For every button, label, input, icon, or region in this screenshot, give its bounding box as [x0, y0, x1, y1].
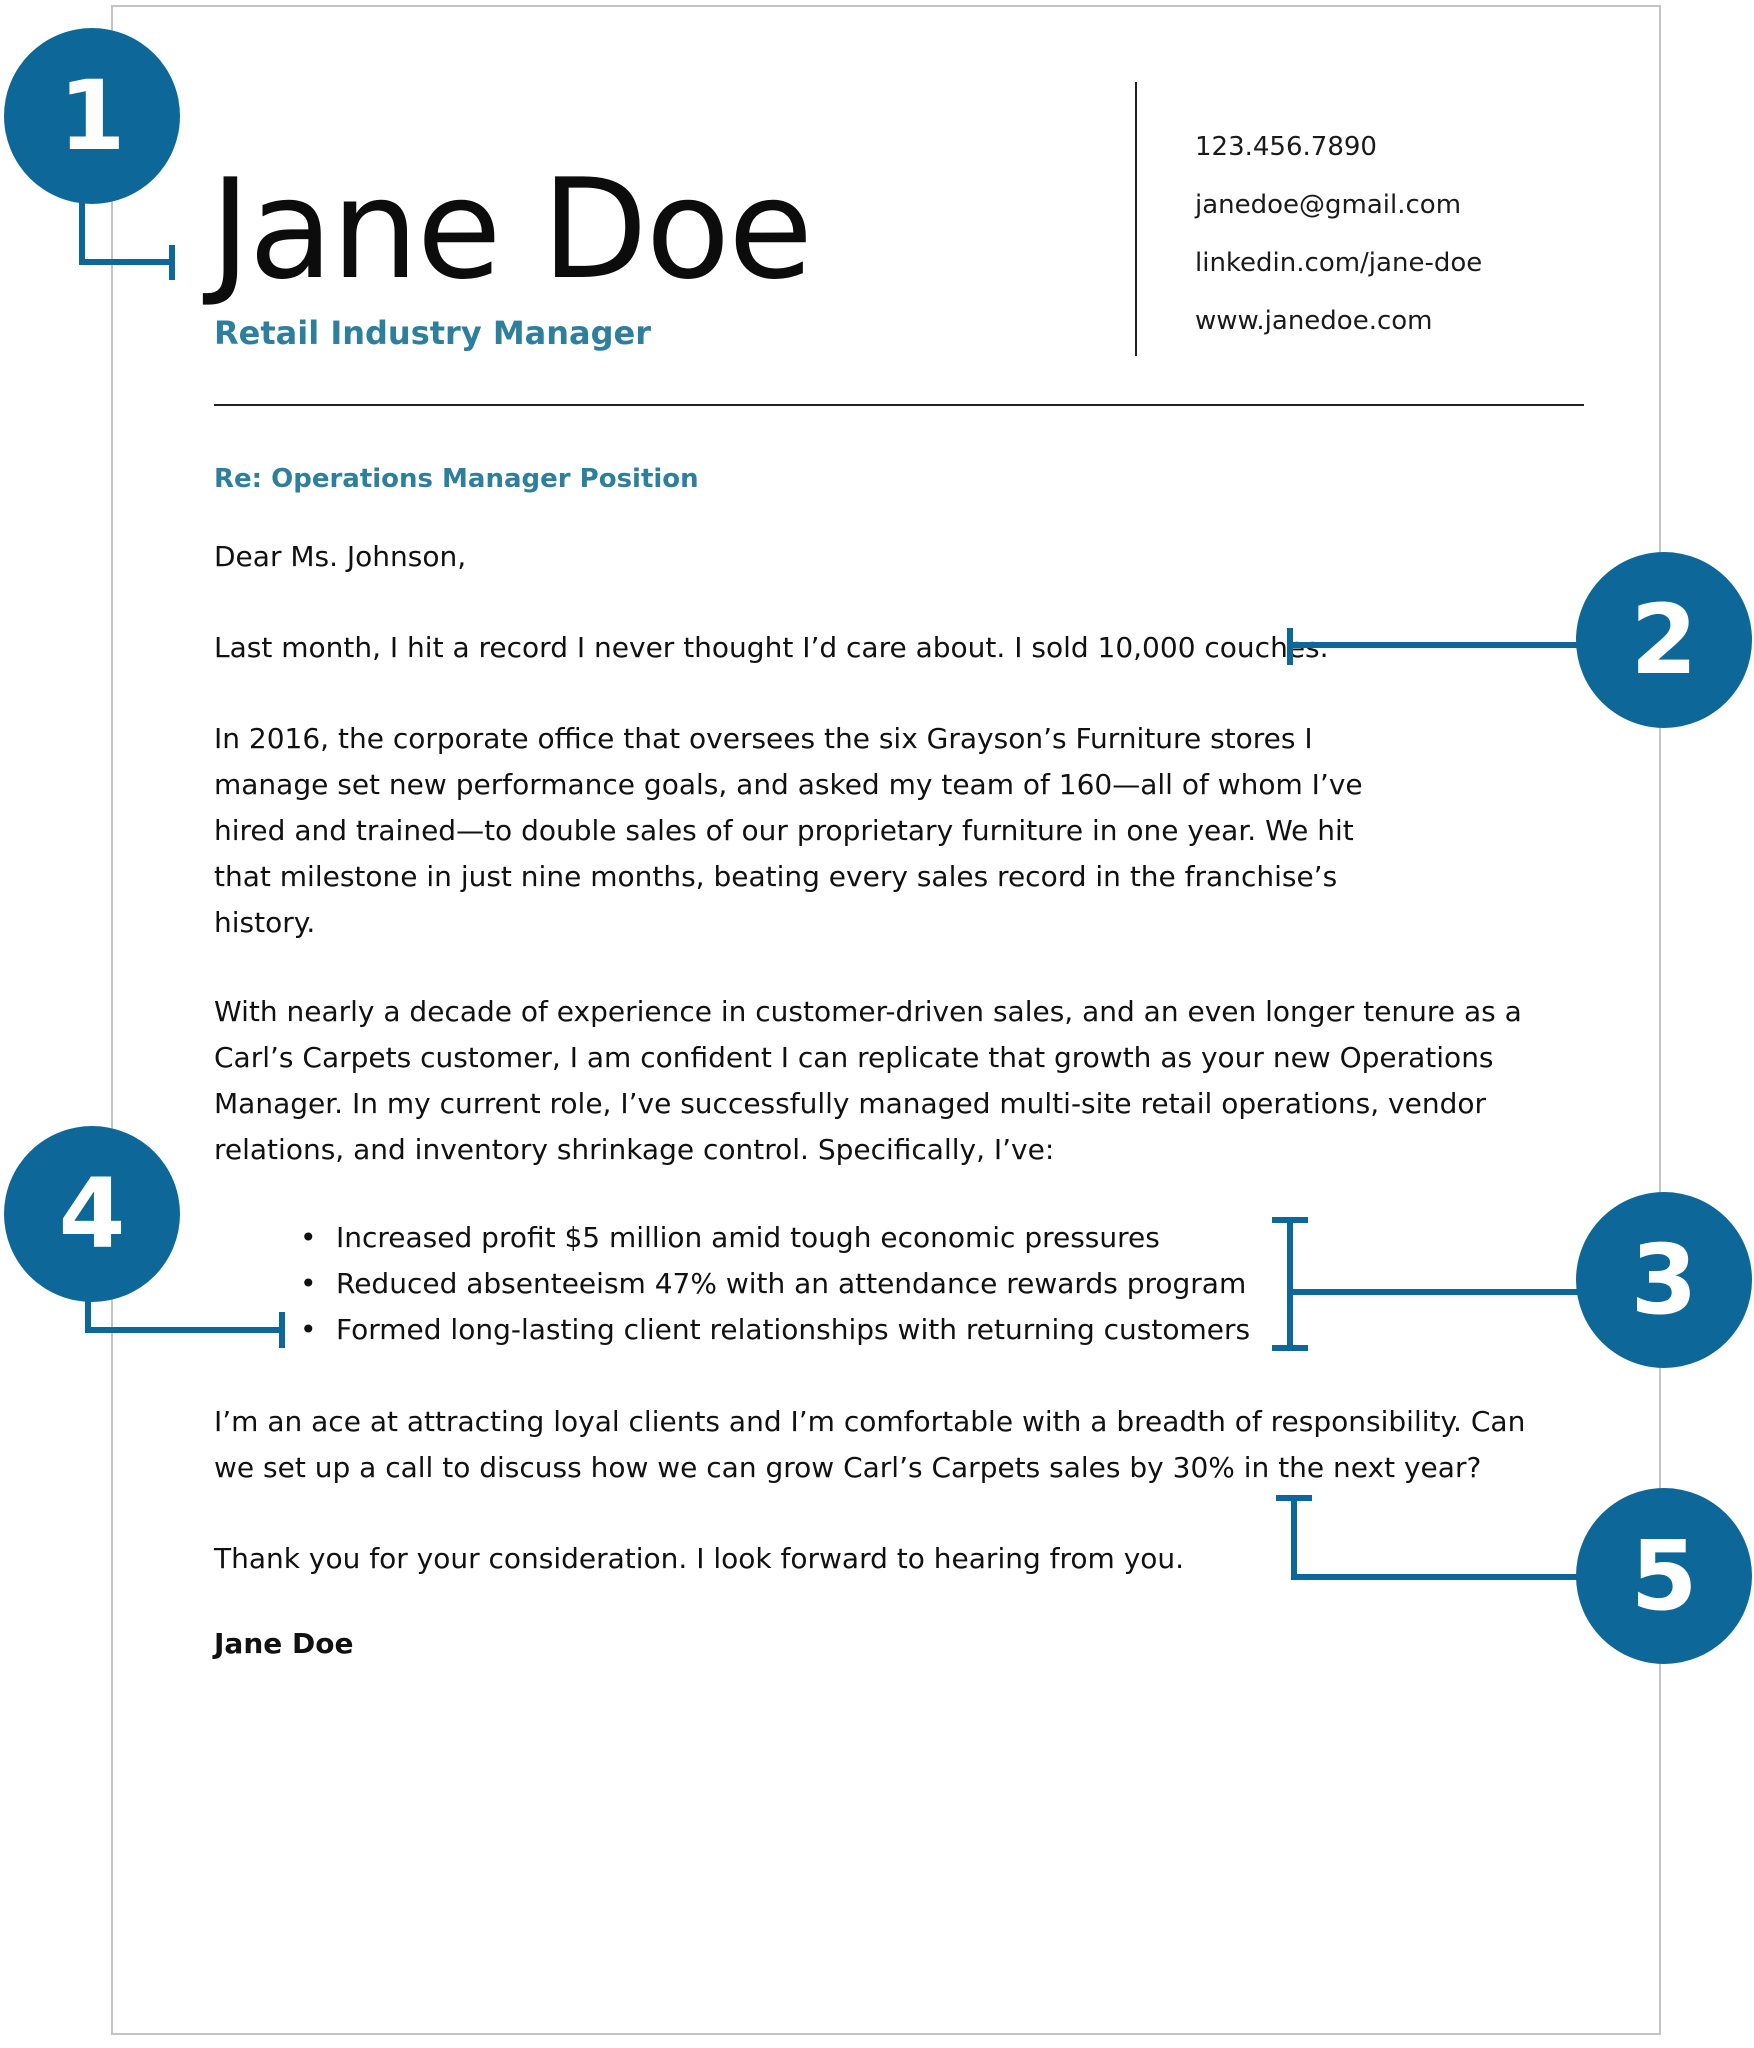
- salutation: Dear Ms. Johnson,: [214, 540, 467, 573]
- callout-2-badge: 2: [1576, 552, 1752, 728]
- job-title: Retail Industry Manager: [214, 314, 652, 352]
- callout-3-connector: [1272, 1220, 1580, 1348]
- paragraph-line: I’m an ace at attracting loyal clients and I’m comfortable with a breadth of responsibility. Can: [214, 1405, 1526, 1438]
- paragraph-line: manage set new performance goals, and asked my team of 160—all of whom I’ve: [214, 768, 1363, 801]
- paragraph-line: With nearly a decade of experience in customer-driven sales, and an even longer tenure as a: [214, 995, 1522, 1028]
- bullet-icon: •: [300, 1313, 317, 1346]
- contact-email: janedoe@gmail.com: [1195, 190, 1462, 220]
- contact-website: www.janedoe.com: [1195, 306, 1433, 336]
- paragraph-line: Carl’s Carpets customer, I am confident I can replicate that growth as your new Operations: [214, 1041, 1494, 1074]
- paragraph-line: history.: [214, 906, 316, 939]
- paragraph-line: In 2016, the corporate office that oversees the six Grayson’s Furniture stores I: [214, 722, 1313, 755]
- bullet-icon: •: [300, 1221, 317, 1254]
- callout-2-connector: [1290, 628, 1580, 665]
- callout-1-badge: 1: [4, 28, 180, 204]
- thanks-line: Thank you for your consideration. I look forward to hearing from you.: [214, 1542, 1185, 1575]
- callout-4-badge: 4: [4, 1126, 180, 1302]
- paragraph-line: that milestone in just nine months, beating every sales record in the franchise’s: [214, 860, 1338, 893]
- callout-1-connector: [82, 200, 172, 280]
- signature: Jane Doe: [214, 1627, 354, 1660]
- callout-5-badge: 5: [1576, 1488, 1752, 1664]
- list-item-text: Reduced absenteeism 47% with an attendance rewards program: [336, 1267, 1247, 1300]
- contact-linkedin: linkedin.com/jane-doe: [1195, 248, 1483, 278]
- paragraph-line: Manager. In my current role, I’ve successfully managed multi-site retail operations, vendor: [214, 1087, 1487, 1120]
- list-item-text: Increased profit $5 million amid tough economic pressures: [336, 1221, 1160, 1254]
- callout-4-connector: [88, 1290, 282, 1348]
- paragraph-line: relations, and inventory shrinkage control. Specifically, I’ve:: [214, 1133, 1055, 1166]
- hook-paragraph: Last month, I hit a record I never thought I’d care about. I sold 10,000 couches.: [214, 631, 1329, 664]
- applicant-name: Jane Doe: [210, 149, 812, 310]
- callout-5-connector: [1276, 1498, 1580, 1577]
- bullet-icon: •: [300, 1267, 317, 1300]
- paragraph-line: we set up a call to discuss how we can grow Carl’s Carpets sales by 30% in the next year?: [214, 1451, 1482, 1484]
- subject-line: Re: Operations Manager Position: [214, 464, 699, 494]
- callout-3-badge: 3: [1576, 1192, 1752, 1368]
- contact-phone: 123.456.7890: [1195, 132, 1377, 162]
- list-item-text: Formed long-lasting client relationships with returning customers: [336, 1313, 1251, 1346]
- paragraph-line: hired and trained—to double sales of our proprietary furniture in one year. We hit: [214, 814, 1354, 847]
